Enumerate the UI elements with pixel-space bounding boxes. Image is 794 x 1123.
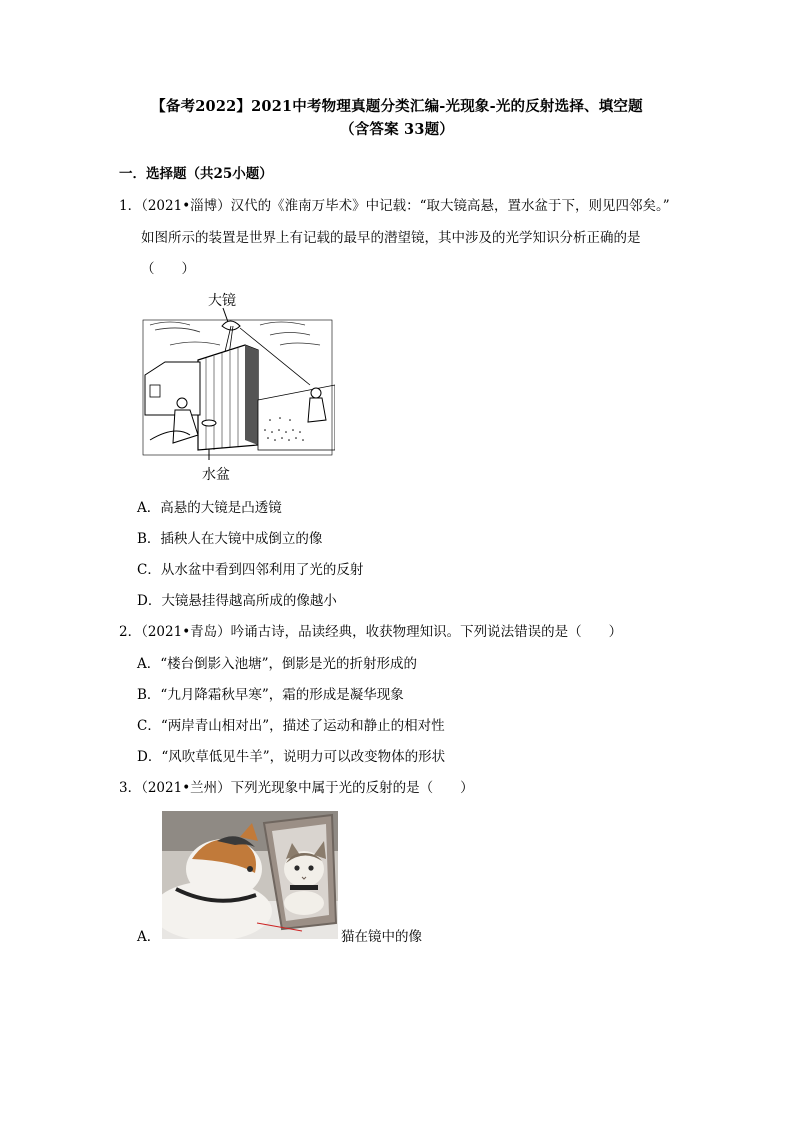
- question-2-option-d: D．“风吹草低见牛羊”，说明力可以改变物体的形状: [137, 749, 446, 765]
- question-2-option-b: B．“九月降霜秋早寒”，霜的形成是凝华现象: [137, 687, 404, 703]
- question-1-line-2: 如图所示的装置是世界上有记载的最早的潜望镜，其中涉及的光学知识分析正确的是: [141, 230, 641, 246]
- question-2-option-a: A．“楼台倒影入池塘”，倒影是光的折射形成的: [137, 656, 418, 672]
- question-1-option-d: D．大镜悬挂得越高所成的像越小: [137, 593, 337, 609]
- question-2-option-c: C．“两岸青山相对出”，描述了运动和静止的相对性: [137, 718, 445, 734]
- section-heading: 一．选择题（共25小题）: [119, 166, 273, 182]
- question-2-stem: 2．（2021•青岛）吟诵古诗，品读经典，收获物理知识。下列说法错误的是（ ）: [119, 624, 623, 640]
- document-title: 【备考2022】2021中考物理真题分类汇编-光现象-光的反射选择、填空题: [151, 98, 643, 115]
- question-3-stem: 3．（2021•兰州）下列光现象中属于光的反射的是（ ）: [119, 780, 474, 796]
- question-1-line-3: （ ）: [141, 261, 195, 277]
- document-subtitle: （含答案 33题）: [339, 121, 455, 138]
- mirror-label: 大镜: [208, 293, 236, 309]
- question-1-line-1: 1．（2021•淄博）汉代的《淮南万毕术》中记载：“取大镜高悬，置水盆于下，则见四邻矣。”: [119, 198, 670, 214]
- cat-mirror-photo: [162, 811, 338, 939]
- basin-label: 水盆: [202, 467, 230, 483]
- question-3-option-a-prefix: A．: [137, 929, 161, 945]
- question-1-option-a: A．高悬的大镜是凸透镜: [137, 500, 282, 516]
- question-1-option-c: C．从水盆中看到四邻利用了光的反射: [137, 562, 364, 578]
- periscope-illustration: [140, 290, 335, 485]
- question-1-option-b: B．插秧人在大镜中成倒立的像: [137, 531, 323, 547]
- question-3-option-a-caption: 猫在镜中的像: [341, 929, 422, 945]
